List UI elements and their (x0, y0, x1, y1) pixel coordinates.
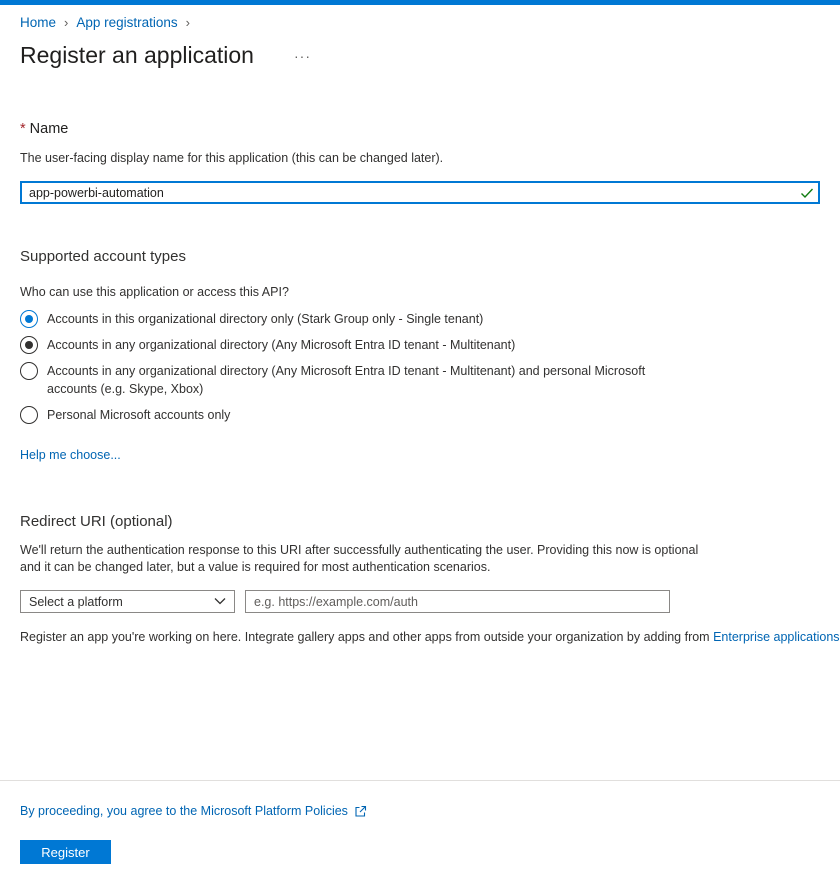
breadcrumb-app-registrations[interactable]: App registrations (76, 15, 178, 30)
name-label (20, 121, 68, 137)
radio-empty-icon[interactable] (20, 406, 38, 424)
name-label-text: Name (29, 121, 69, 137)
radio-label: Accounts in any organizational directory (Any Microsoft Entra ID tenant - Multitenant) and personal Microsoft accounts (e.g. Skype, Xbox) (47, 364, 646, 396)
platform-select[interactable] (20, 590, 235, 613)
checkmark-icon (800, 186, 814, 200)
register-note-text: Register an app you're working on here. Integrate gallery apps and other apps from outside your organization by adding from (20, 630, 714, 644)
platform-select-value: Select a platform (29, 595, 123, 609)
policy-row (20, 804, 367, 818)
breadcrumb-separator-icon: › (185, 15, 191, 30)
radio-personal-only[interactable] (20, 406, 697, 424)
account-types-heading: Supported account types (20, 248, 186, 265)
top-accent-bar (0, 0, 840, 5)
help-me-choose-link[interactable]: Help me choose... (20, 448, 121, 462)
radio-label: Accounts in any organizational directory (Any Microsoft Entra ID tenant - Multitenant) (47, 338, 516, 352)
register-note (20, 630, 840, 644)
radio-focused-icon[interactable] (20, 336, 38, 354)
external-link-icon (354, 805, 367, 818)
breadcrumb-separator-icon: › (64, 15, 69, 30)
chevron-down-icon (214, 596, 226, 606)
radio-label: Personal Microsoft accounts only (47, 408, 231, 422)
name-input-box (20, 181, 820, 204)
radio-single-tenant[interactable] (20, 310, 697, 328)
name-description: The user-facing display name for this application (this can be changed later). (20, 151, 444, 165)
radio-empty-icon[interactable] (20, 362, 38, 380)
breadcrumb-home[interactable]: Home (20, 15, 57, 30)
radio-label: Accounts in this organizational directory only (Stark Group only - Single tenant) (47, 312, 484, 326)
redirect-uri-description: We'll return the authentication response to this URI after successfully authenticating the user. Providing this now is optional and it can be changed later, but a value is required for most authentication scenarios. (20, 543, 699, 574)
footer-divider (0, 780, 840, 781)
page-title: Register an application (20, 42, 254, 68)
more-options-button[interactable]: ··· (294, 48, 311, 64)
account-types-question: Who can use this application or access this API? (20, 285, 289, 299)
required-marker: * (20, 121, 26, 137)
redirect-uri-input[interactable] (246, 591, 669, 612)
radio-multitenant[interactable] (20, 336, 697, 354)
breadcrumb (20, 15, 198, 30)
name-input[interactable] (21, 182, 791, 203)
platform-policies-link[interactable]: By proceeding, you agree to the Microsoft Platform Policies (20, 804, 348, 818)
redirect-uri-input-box (245, 590, 670, 613)
radio-multitenant-personal[interactable] (20, 362, 697, 398)
enterprise-applications-link[interactable]: Enterprise applications (713, 630, 840, 644)
register-button[interactable]: Register (20, 840, 111, 864)
redirect-uri-heading: Redirect URI (optional) (20, 513, 173, 530)
radio-selected-icon[interactable] (20, 310, 38, 328)
